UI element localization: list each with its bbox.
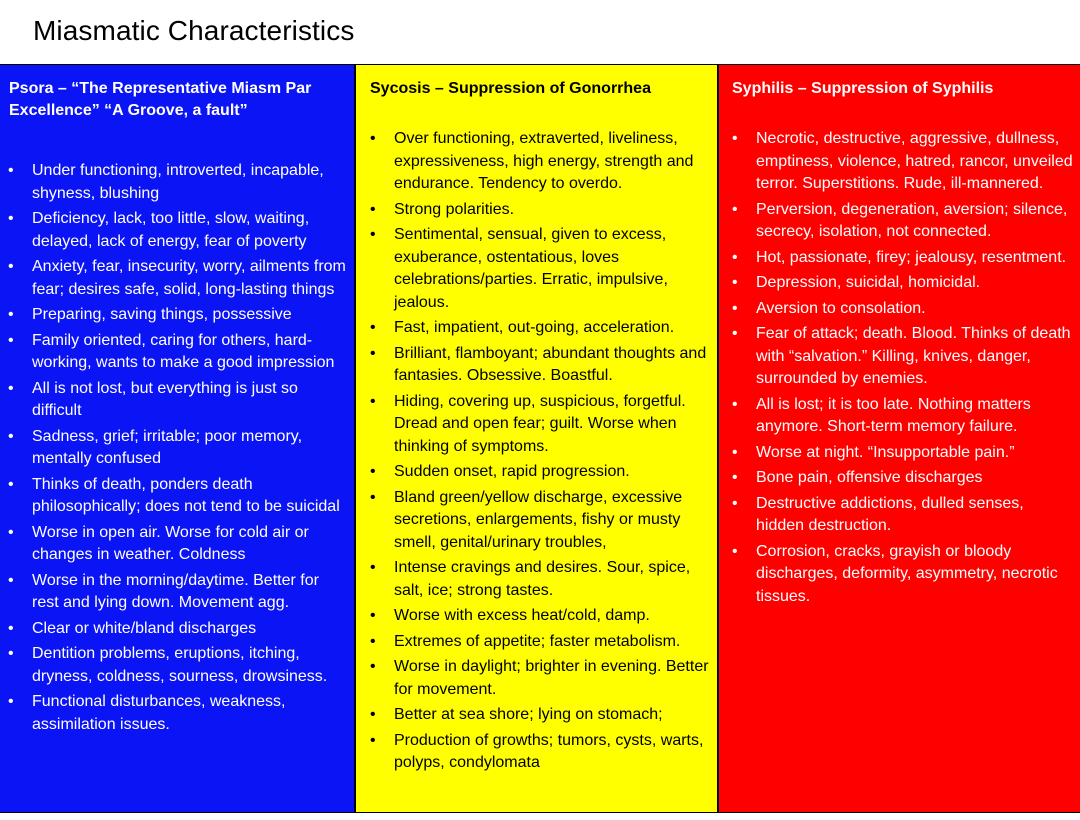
sycosis-list-item: • Intense cravings and desires. Sour, spice, salt, ice; strong tastes. — [370, 557, 711, 602]
sycosis-list-item: • Sentimental, sensual, given to excess, exuberance, ostentatious, loves celebrations/parties. Erratic, impulsive, jealous. — [370, 224, 711, 314]
psora-list-item: • Clear or white/bland discharges — [8, 618, 350, 641]
sycosis-heading: Sycosis – Suppression of Gonorrhea — [370, 80, 651, 97]
syphilis-list-item: • Worse at night. “Insupportable pain.” — [732, 442, 1074, 465]
syphilis-list-item: • Corrosion, cracks, grayish or bloody discharges, deformity, asymmetry, necrotic tissues. — [732, 541, 1074, 609]
psora-list-item: • Preparing, saving things, possessive — [8, 304, 350, 327]
syphilis-list-item: • Bone pain, offensive discharges — [732, 467, 1074, 490]
psora-column — [0, 65, 356, 812]
sycosis-list-item: • Over functioning, extraverted, liveliness, expressiveness, high energy, strength and endurance. Tendency to overdo. — [370, 128, 711, 196]
syphilis-list-item: • Perversion, degeneration, aversion; silence, secrecy, isolation, not connected. — [732, 199, 1074, 244]
miasm-table — [0, 64, 1080, 813]
sycosis-list-item: • Worse with excess heat/cold, damp. — [370, 605, 711, 628]
psora-list-item: • Sadness, grief; irritable; poor memory, mentally confused — [8, 426, 350, 471]
psora-list-item: • Dentition problems, eruptions, itching, dryness, coldness, sourness, drowsiness. — [8, 643, 350, 688]
syphilis-list-item: • Fear of attack; death. Blood. Thinks of death with “salvation.” Killing, knives, danger, surrounded by enemies. — [732, 323, 1074, 391]
sycosis-list-item: • Strong polarities. — [370, 199, 711, 222]
syphilis-list-item: • Destructive addictions, dulled senses, hidden destruction. — [732, 493, 1074, 538]
psora-list — [0, 122, 354, 736]
syphilis-list-item: • Necrotic, destructive, aggressive, dullness, emptiness, violence, hatred, rancor, unveiled terror. Superstitions. Rude, ill-mannered. — [732, 128, 1074, 196]
psora-list-item: • Worse in the morning/daytime. Better for rest and lying down. Movement agg. — [8, 570, 350, 615]
sycosis-list-item: • Fast, impatient, out-going, acceleration. — [370, 317, 711, 340]
psora-list-item: • All is not lost, but everything is just so difficult — [8, 378, 350, 423]
sycosis-list-item: • Worse in daylight; brighter in evening. Better for movement. — [370, 656, 711, 701]
syphilis-column — [719, 65, 1080, 812]
syphilis-list-item: • Aversion to consolation. — [732, 298, 1074, 321]
syphilis-heading: Syphilis – Suppression of Syphilis — [732, 80, 994, 97]
psora-list-item: • Worse in open air. Worse for cold air or changes in weather. Coldness — [8, 522, 350, 567]
sycosis-list-item: • Brilliant, flamboyant; abundant thoughts and fantasies. Obsessive. Boastful. — [370, 343, 711, 388]
psora-list-item: • Functional disturbances, weakness, assimilation issues. — [8, 691, 350, 736]
page-title: Miasmatic Characteristics — [33, 15, 355, 46]
psora-heading: Psora – “The Representative Miasm Par Excellence” “A Groove, a fault” — [9, 80, 312, 119]
syphilis-list — [719, 111, 1080, 608]
sycosis-list — [356, 111, 717, 775]
psora-list-item: • Thinks of death, ponders death philosophically; does not tend to be suicidal — [8, 474, 350, 519]
syphilis-list-item: • Hot, passionate, firey; jealousy, resentment. — [732, 247, 1074, 270]
sycosis-list-item: • Extremes of appetite; faster metabolism. — [370, 631, 711, 654]
psora-list-item: • Deficiency, lack, too little, slow, waiting, delayed, lack of energy, fear of poverty — [8, 208, 350, 253]
syphilis-list-item: • All is lost; it is too late. Nothing matters anymore. Short-term memory failure. — [732, 394, 1074, 439]
sycosis-column — [356, 65, 719, 812]
sycosis-list-item: • Production of growths; tumors, cysts, warts, polyps, condylomata — [370, 730, 711, 775]
sycosis-list-item: • Better at sea shore; lying on stomach; — [370, 704, 711, 727]
psora-list-item: • Anxiety, fear, insecurity, worry, ailments from fear; desires safe, solid, long-lasting things — [8, 256, 350, 301]
syphilis-list-item: • Depression, suicidal, homicidal. — [732, 272, 1074, 295]
psora-list-item: • Under functioning, introverted, incapable, shyness, blushing — [8, 160, 350, 205]
sycosis-list-item: • Hiding, covering up, suspicious, forgetful. Dread and open fear; guilt. Worse when thinking of symptoms. — [370, 391, 711, 459]
sycosis-list-item: • Sudden onset, rapid progression. — [370, 461, 711, 484]
sycosis-list-item: • Bland green/yellow discharge, excessive secretions, enlargements, fishy or musty smell, genital/urinary troubles, — [370, 487, 711, 555]
psora-list-item: • Family oriented, caring for others, hard-working, wants to make a good impression — [8, 330, 350, 375]
